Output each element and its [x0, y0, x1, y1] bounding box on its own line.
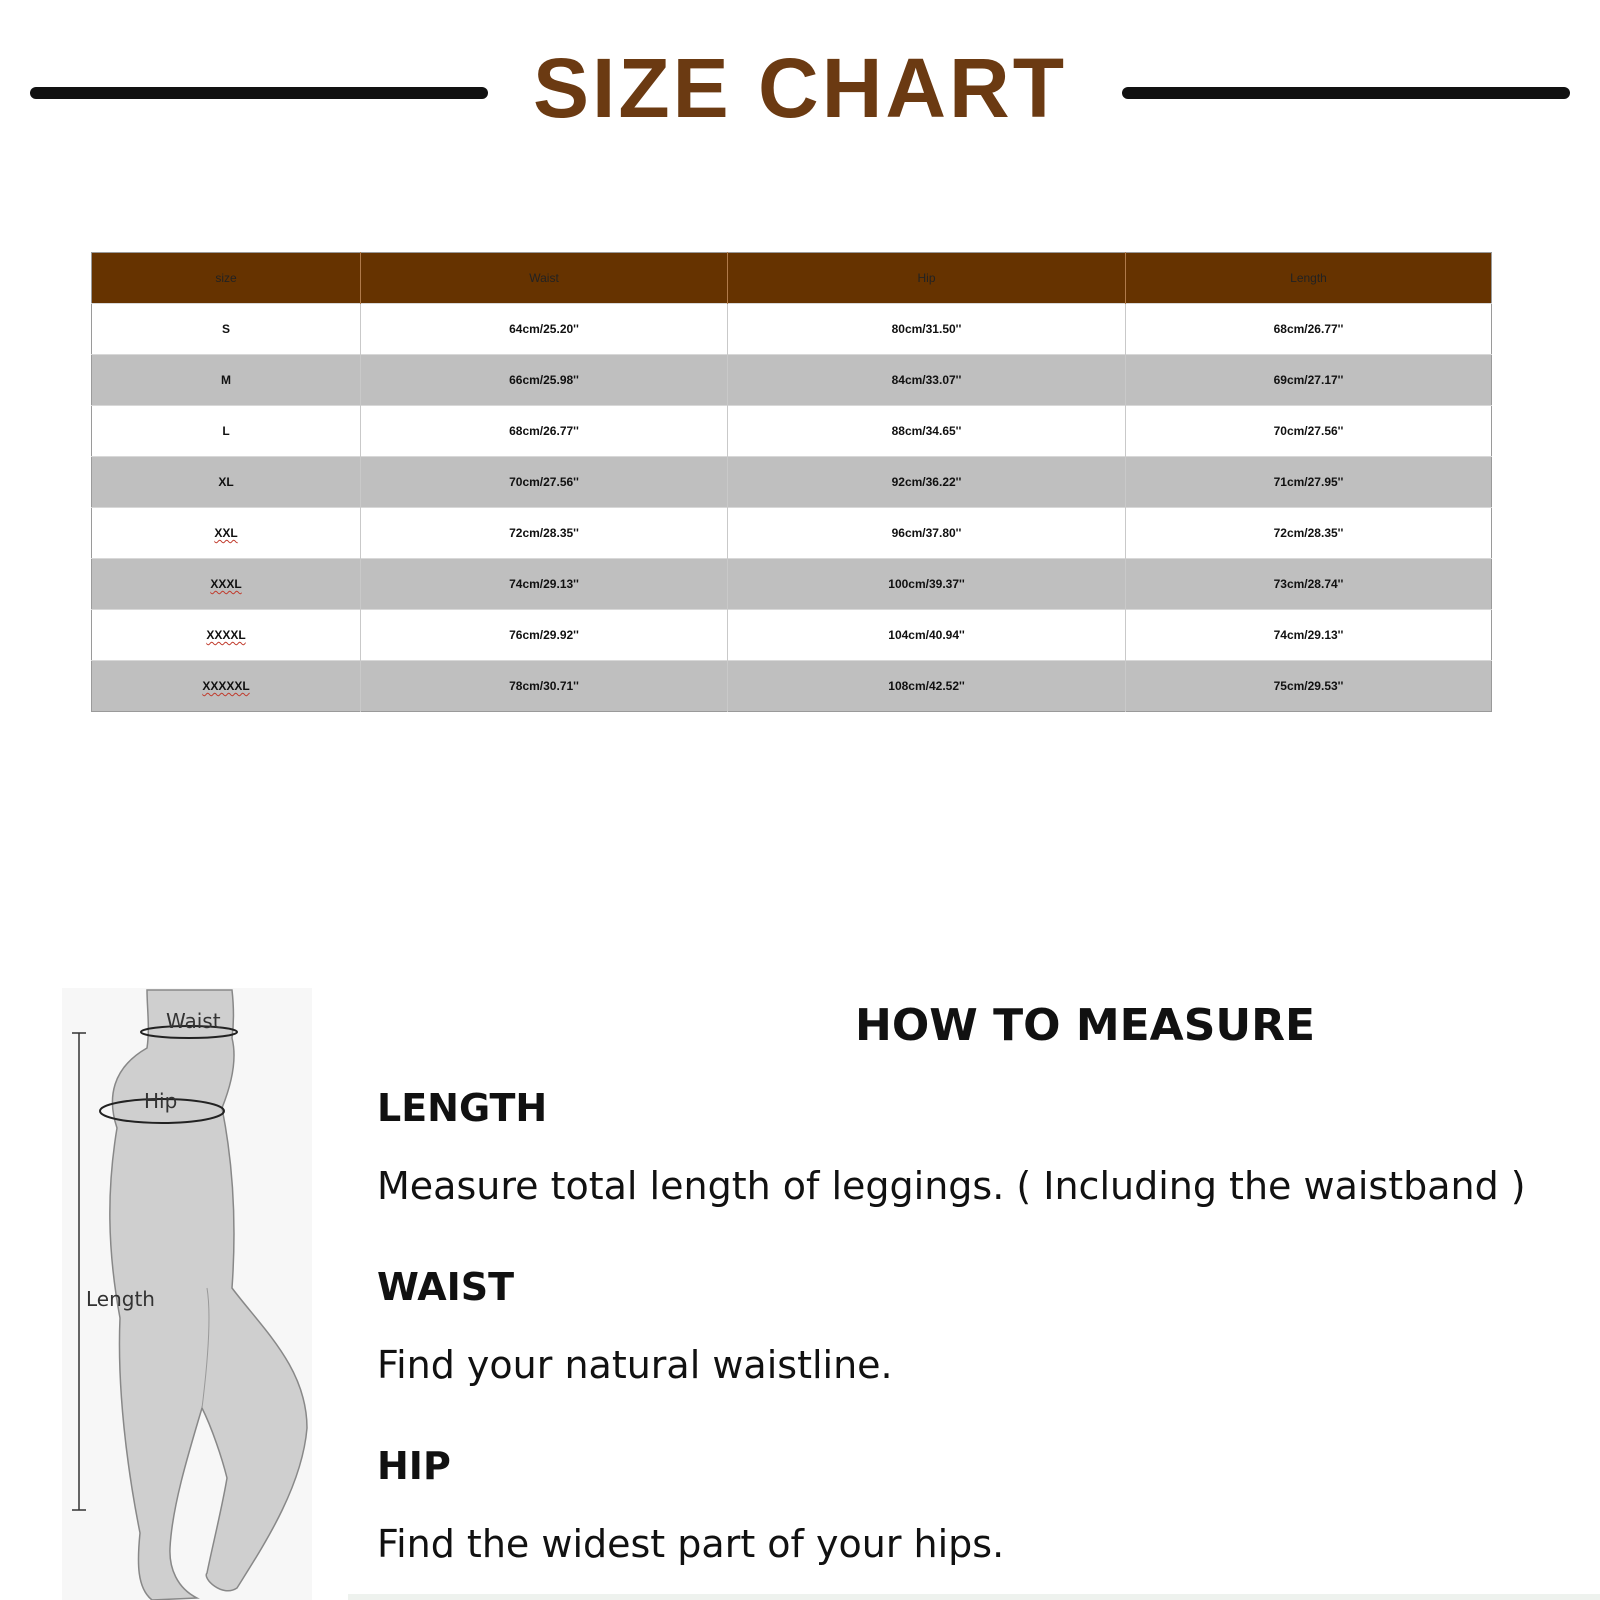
length-cell	[1126, 406, 1492, 457]
size-cell-text: XL	[218, 475, 234, 489]
waist-cell-text: 76cm/29.92''	[509, 628, 579, 642]
waist-cell	[361, 508, 728, 559]
waist-cell	[361, 304, 728, 355]
table-row	[92, 559, 1492, 610]
size-cell-text: XXXXXL	[202, 679, 250, 693]
size-cell	[92, 559, 361, 610]
hip-cell	[728, 304, 1126, 355]
waist-text: Find your natural waistline.	[377, 1343, 893, 1387]
hip-cell	[728, 661, 1126, 712]
table-row	[92, 661, 1492, 712]
size-cell	[92, 355, 361, 406]
length-cell-text: 74cm/29.13''	[1273, 628, 1344, 642]
hip-cell	[728, 457, 1126, 508]
hip-cell-text: 100cm/39.37''	[888, 577, 965, 591]
bottom-divider	[348, 1594, 1600, 1600]
table-header-row	[92, 253, 1492, 304]
table-row	[92, 355, 1492, 406]
hip-heading: HIP	[377, 1444, 451, 1488]
hip-cell-text: 104cm/40.94''	[888, 628, 965, 642]
size-cell-text: XXXL	[210, 577, 242, 591]
table-row	[92, 508, 1492, 559]
hip-cell-text: 92cm/36.22''	[891, 475, 962, 489]
size-cell	[92, 610, 361, 661]
length-cell	[1126, 457, 1492, 508]
table-row	[92, 304, 1492, 355]
waist-cell-text: 78cm/30.71''	[509, 679, 579, 693]
column-header-size: size	[215, 271, 237, 285]
size-cell	[92, 661, 361, 712]
table-row	[92, 610, 1492, 661]
waist-cell	[361, 661, 728, 712]
length-cell-text: 69cm/27.17''	[1273, 373, 1344, 387]
hip-cell	[728, 406, 1126, 457]
hip-cell-text: 96cm/37.80''	[891, 526, 962, 540]
size-cell	[92, 508, 361, 559]
length-cell	[1126, 661, 1492, 712]
hip-cell-text: 80cm/31.50''	[891, 322, 962, 336]
waist-cell	[361, 559, 728, 610]
size-cell	[92, 457, 361, 508]
table-body	[92, 304, 1492, 712]
length-heading: LENGTH	[377, 1086, 548, 1130]
hip-cell-text: 88cm/34.65''	[891, 424, 962, 438]
hip-cell	[728, 355, 1126, 406]
waist-cell-text: 68cm/26.77''	[509, 424, 579, 438]
waist-cell	[361, 610, 728, 661]
waist-cell-text: 70cm/27.56''	[509, 475, 579, 489]
hip-label: Hip	[144, 1089, 178, 1113]
size-table	[91, 252, 1492, 712]
size-cell-text: XXL	[214, 526, 238, 540]
column-header-hip: Hip	[728, 253, 1126, 304]
hip-cell	[728, 610, 1126, 661]
length-label: Length	[86, 1287, 155, 1311]
column-header-waist: Waist	[361, 253, 728, 304]
waist-heading: WAIST	[377, 1265, 515, 1309]
title-rule-right	[1122, 87, 1570, 99]
length-cell-text: 72cm/28.35''	[1273, 526, 1344, 540]
waist-cell-text: 74cm/29.13''	[509, 577, 579, 591]
length-cell	[1126, 355, 1492, 406]
waist-cell	[361, 457, 728, 508]
table-row	[92, 406, 1492, 457]
size-cell	[92, 406, 361, 457]
length-cell	[1126, 304, 1492, 355]
size-cell-text: M	[221, 373, 231, 387]
waist-cell-text: 72cm/28.35''	[509, 526, 579, 540]
length-cell-text: 73cm/28.74''	[1273, 577, 1344, 591]
length-cell-text: 71cm/27.95''	[1273, 475, 1344, 489]
size-cell-text: L	[222, 424, 230, 438]
page-title: SIZE CHART	[533, 41, 1067, 135]
waist-cell-text: 64cm/25.20''	[509, 322, 579, 336]
hip-cell	[728, 508, 1126, 559]
waist-cell	[361, 406, 728, 457]
length-cell	[1126, 559, 1492, 610]
how-to-measure-title: HOW TO MEASURE	[855, 1000, 1316, 1051]
leggings-figure	[62, 988, 312, 1600]
column-header-length: Length	[1126, 253, 1492, 304]
length-text: Measure total length of leggings. ( Including the waistband )	[377, 1164, 1526, 1208]
waist-label: Waist	[166, 1009, 221, 1033]
length-cell	[1126, 610, 1492, 661]
waist-cell	[361, 355, 728, 406]
waist-cell-text: 66cm/25.98''	[509, 373, 579, 387]
size-cell	[92, 304, 361, 355]
hip-cell	[728, 559, 1126, 610]
length-cell-text: 70cm/27.56''	[1273, 424, 1344, 438]
size-cell-text: S	[221, 322, 230, 336]
length-cell	[1126, 508, 1492, 559]
length-cell-text: 68cm/26.77''	[1273, 322, 1344, 336]
length-cell-text: 75cm/29.53''	[1273, 679, 1344, 693]
size-cell-text: XXXXL	[206, 628, 246, 642]
hip-cell-text: 84cm/33.07''	[891, 373, 962, 387]
hip-cell-text: 108cm/42.52''	[888, 679, 965, 693]
hip-text: Find the widest part of your hips.	[377, 1522, 1005, 1566]
table-row	[92, 457, 1492, 508]
